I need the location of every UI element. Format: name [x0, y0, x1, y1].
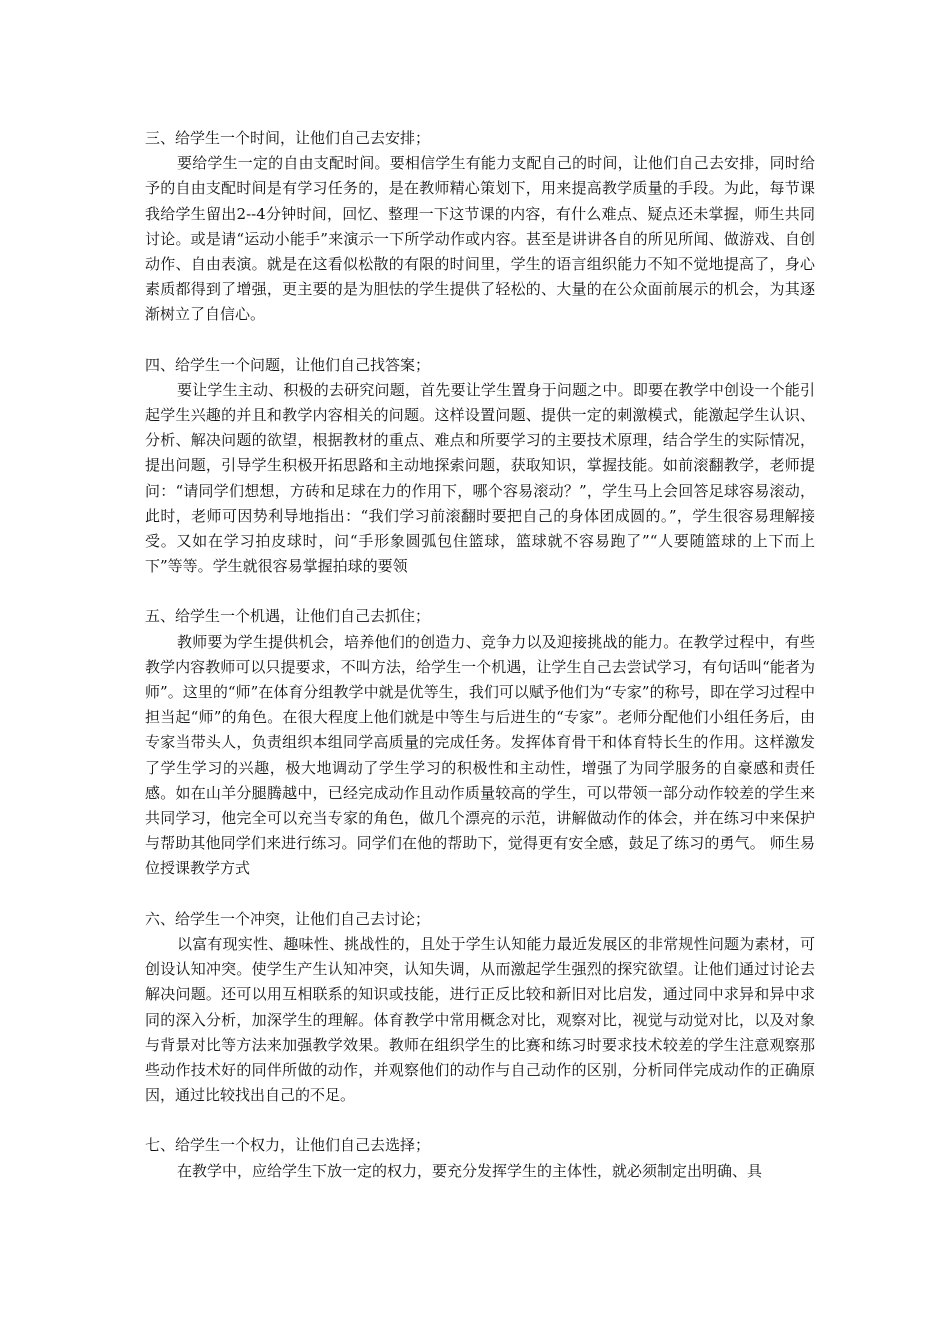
section-3-heading: 三、给学生一个时间，让他们自己去安排；: [145, 129, 431, 147]
section-6-paragraph: 以富有现实性、趣味性、挑战性的，且处于学生认知能力最近发展区的非常规性问题为素材，可创设认知冲突。使学生产生认知冲突，认知失调，从而激起学生强烈的探究欲望。让他们通过讨论去解决问题。还可以用互相联系的知识或技能，进行正反比较和新旧对比启发，通过同中求异和异中求同的深入分析，加深学生的理解。体育教学中常用概念对比，观察对比，视觉与动觉对比，以及对象与背景对比等方法来加强教学效果。教师在组织学生的比赛和练习时要求技术较差的学生注意观察那些动作技术好的同伴所做的动作，并观察他们的动作与自己动作的区别，分析同伴完成动作的正确原因，通过比较找出自己的不足。: [145, 934, 815, 1105]
section-5-heading: 五、给学生一个机遇，让他们自己去抓住；: [145, 607, 431, 626]
section-3: [145, 126, 815, 328]
section-3-paragraph: 要给学生一定的自由支配时间。要相信学生有能力支配自己的时间，让他们自己去安排，同时给予的自由支配时间是有学习任务的，是在教师精心策划下，用来提高教学质量的手段。为此，每节课我给学生留出2--4分钟时间，回忆、整理一下这节课的内容，有什么难点、疑点还未掌握，师生共同讨论。或是请“运动小能手”来演示一下所学动作或内容。甚至是讲讲各自的所见所闻、做游戏、自创动作、自由表演。就是在这看似松散的有限的时间里，学生的语言组织能力不知不觉地提高了，身心素质都得到了增强，更主要的是为胆怯的学生提供了轻松的、大量的在公众面前展示的机会，为其逐渐树立了自信心。: [145, 154, 815, 324]
section-7-heading: 七、给学生一个权力，让他们自己去选择；: [145, 1136, 431, 1155]
section-7: [145, 1133, 815, 1183]
section-4-paragraph: 要让学生主动、积极的去研究问题，首先要让学生置身于问题之中。即要在教学中创设一个能引起学生兴趣的并且和教学内容相关的问题。这样设置问题、提供一定的刺激模式，能激起学生认识、分析、解决问题的欲望，根据教材的重点、难点和所要学习的主要技术原理，结合学生的实际情况，提出问题，引导学生积极开拓思路和主动地探索问题，获取知识，掌握技能。如前滚翻教学，老师提问：“请同学们想想，方砖和足球在力的作用下，哪个容易滚动？”，学生马上会回答足球容易滚动，此时，老师可因势利导地指出：“我们学习前滚翻时要把自己的身体团成圆的。”，学生很容易理解接受。又如在学习拍皮球时，问“手形象圆弧包住篮球，篮球就不容易跑了”“人要随篮球的上下而上下”等等。学生就很容易掌握拍球的要领: [145, 380, 815, 576]
section-5: [145, 604, 815, 881]
section-6-heading: 六、给学生一个冲突，让他们自己去讨论；: [145, 909, 431, 928]
section-5-paragraph: 教师要为学生提供机会，培养他们的创造力、竞争力以及迎接挑战的能力。在教学过程中，有些教学内容教师可以只提要求，不叫方法，给学生一个机遇，让学生自己去尝试学习，有句话叫“能者为师”。这里的“师”在体育分组教学中就是优等生，我们可以赋予他们为“专家”的称号，即在学习过程中担当起“师”的角色。在很大程度上他们就是中等生与后进生的“专家”。老师分配他们小组任务后，由专家当带头人，负责组织本组同学高质量的完成任务。发挥体育骨干和体育特长生的作用。这样激发了学生学习的兴趣，极大地调动了学生学习的积极性和主动性，增强了为同学服务的自豪感和责任感。如在山羊分腿腾越中，已经完成动作且动作质量较高的学生，可以带领一部分动作较差的学生来共同学习，他完全可以充当专家的角色，做几个漂亮的示范，讲解做动作的体会，并在练习中来保护与帮助其他同学们来进行练习。同学们在他的帮助下，觉得更有安全感，鼓足了练习的勇气。 师生易位授课教学方式: [145, 632, 815, 878]
section-7-paragraph: 在教学中，应给学生下放一定的权力，要充分发挥学生的主体性，就必须制定出明确、具: [177, 1161, 763, 1180]
section-4: [145, 353, 815, 580]
section-4-heading: 四、给学生一个问题，让他们自己找答案；: [145, 355, 431, 374]
section-6: [145, 907, 815, 1109]
document-page: [145, 126, 815, 1209]
